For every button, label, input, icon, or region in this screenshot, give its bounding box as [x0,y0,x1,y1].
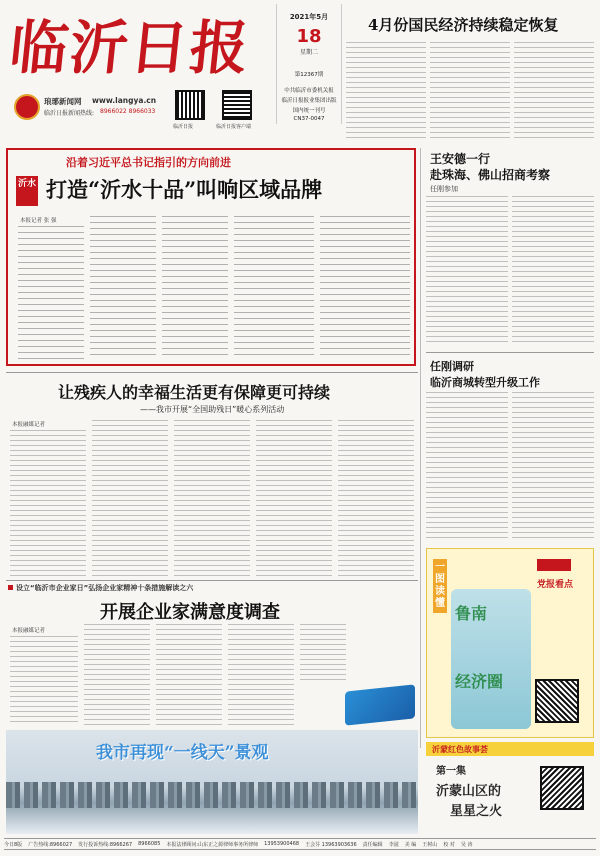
promo-tag: 党报看点 [537,580,574,590]
footer-item: 8966085 [138,841,161,847]
date-line: 2021年5月 [289,13,329,21]
date-box [276,4,342,124]
masthead [0,0,600,145]
promo-logo-icon [537,559,571,571]
top-right-body [346,42,426,142]
story3-body [300,624,346,684]
skyline-buildings [6,782,418,808]
publisher: 中共临沂市委机关报 [284,88,334,94]
cn-label: 国内统一刊号 [292,108,326,114]
top-right-body [514,42,594,142]
promo-panel [426,548,594,738]
lead-kicker: 沿着习近平总书记指引的方向前进 [66,156,231,169]
footer-bar [4,838,596,850]
story3-badge [345,684,415,725]
story3-headline: 开展企业家满意度调查 [100,602,280,623]
story3-body [10,636,78,726]
story2-subtitle: ——我市开展“全国助残日”暖心系列活动 [140,405,285,414]
qr-code-icon [535,679,579,723]
mid-right-body [512,392,594,542]
footer-item: 13953900468 [264,841,300,847]
footer-item: 本报法律顾问:山东正之源律师事务所律师 [166,841,259,848]
promo-episode: 第一集 [436,766,466,777]
story2-body [338,420,414,576]
qr-code-icon [540,766,584,810]
story2-byline: 本报融媒记者 [12,422,46,428]
footer-item: 王会芬 13963903636 [305,841,357,848]
lead-body [234,216,314,360]
promo-title-2: 星星之火 [450,804,503,819]
story2-body [92,420,168,576]
mid-right-body [426,392,508,542]
footer-item: 李滋 [388,841,399,848]
footer-item: 责任编辑 [362,841,383,848]
story3-kicker-icon [8,585,13,590]
qr-code-icon [175,90,205,120]
promo-label: 一图读懂 [433,559,447,613]
date-weekday: 星期二 [299,49,318,56]
lead-headline: 打造“沂水十品”叫响区域品牌 [46,177,323,202]
promo-slogan-1: 鲁南 [455,604,488,623]
story3-body [84,624,150,726]
issue-number: 第12367期 [294,72,324,78]
cn-number: CN37-0047 [293,116,325,122]
date-day: 18 [296,26,322,47]
footer-item: 发行投诉热线:8966267 [78,841,133,848]
lead-tag: 沂水 [16,176,38,206]
lead-story [6,148,416,366]
promo-slogan-2: 经济圈 [455,672,504,691]
lead-body [90,216,156,360]
story3-body [156,624,222,726]
hotline-number: 8966022 8966033 [100,108,156,115]
footer-item: 王树山 [422,841,438,848]
footer-item: 吴 涛 [460,841,473,848]
site-url[interactable]: www.langya.cn [92,96,157,105]
newspaper-name: 临沂日报 [6,14,254,82]
story2-headline: 让残疾人的幸福生活更有保障更可持续 [58,383,331,402]
lead-body [18,226,84,360]
lead-byline: 本报记者 张 强 [20,218,57,224]
qr-caption-1: 临沂日报 [173,124,194,130]
qr-caption-2: 临沂日报客户端 [216,124,252,130]
story2-body [174,420,250,576]
promo-title-1: 沂蒙山区的 [436,784,502,799]
lead-body [162,216,228,360]
mid-right-headline2: 临沂商城转型升级工作 [430,376,540,389]
right-story-subtitle: 任刚参加 [430,185,458,193]
site-label: 琅琊新闻网 [44,97,82,106]
mid-right-headline1: 任刚调研 [430,360,474,373]
top-right-body [430,42,510,142]
right-story-body [426,196,508,346]
footer-item: 广告热线:8966027 [28,841,73,848]
story2-body [256,420,332,576]
footer-item: 今日8版 [4,841,23,848]
right-story-headline2: 赴珠海、佛山招商考察 [430,168,551,182]
hotline-label: 临沂日报新闻热线: [44,110,95,117]
lead-body [320,216,410,360]
right-story-body [512,196,594,346]
skyline-photo [6,730,418,834]
qr-code-icon [222,90,252,120]
top-right-headline: 4月份国民经济持续稳定恢复 [368,16,559,34]
story3-body [228,624,294,726]
promo-ribbon: 沂蒙红色故事荟 [426,742,594,756]
site-logo-icon [14,94,40,120]
story3-kicker: 设立“临沂市企业家日”弘扬企业家精神十条措施解读之六 [16,584,194,592]
publisher-2: 临沂日报报业集团出版 [281,98,337,104]
photo-caption: 我市再现“一线天”景观 [96,743,269,763]
story3-byline: 本报融媒记者 [12,628,46,634]
right-story-headline1: 王安德一行 [430,152,491,166]
footer-item: 校 对 [443,841,455,848]
footer-item: 美 编 [404,841,417,848]
story2-body [10,430,86,576]
